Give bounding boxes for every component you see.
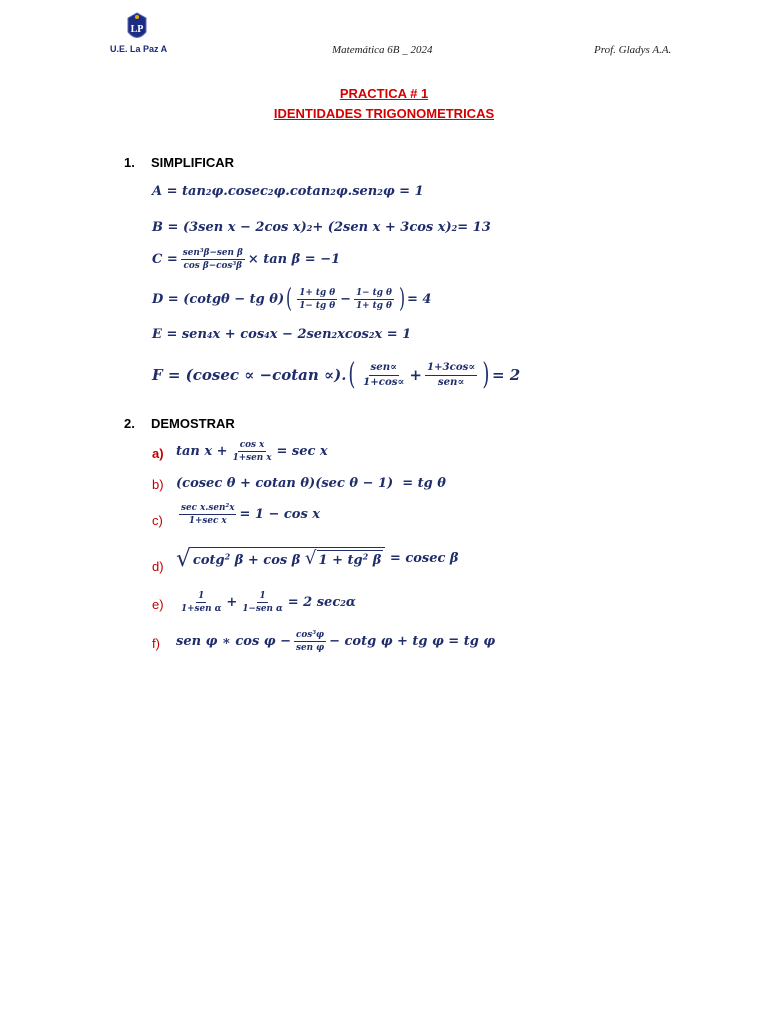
practice-title: PRACTICA # 1 <box>339 86 429 101</box>
equation-b: B = (3sen x − 2cos x) 2 + (2sen x + 3cos x) 2 = 13 <box>152 220 491 235</box>
course-label: Matemática 6B _ 2024 <box>332 44 433 56</box>
section-number: 2. <box>124 416 135 431</box>
equation-a: A = tan 2 φ.cosec 2 φ.cotan 2 φ.sen 2 φ = 1 <box>152 184 424 199</box>
school-name: U.E. La Paz A <box>110 44 168 54</box>
identity-f: sen φ ∗ cos φ − $\frac{\cos^3\varphi}{\text{sen φ}}$ − cotg φ + tg φ = tg φ <box>176 630 496 654</box>
square-root: √ cotg$^2$ β + cos β √ $1 + tg^2$ β <box>176 547 385 570</box>
item-label-b: b) <box>152 477 164 492</box>
item-label-d: d) <box>152 559 164 574</box>
identity-d: √ cotg$^2$ β + cos β √ $1 + tg^2$ β = cosec β <box>176 544 459 572</box>
identity-e: $\frac{1}{\text{1+sen α}}$ + $\frac{1}{\text{1−sen α}}$ = 2 sec 2 α <box>181 591 356 615</box>
equation-f: F = (cosec ∝ −cotan ∝). ( $\frac{\text{sen∝}}{1+\cos\propto}$ + $\frac{1+3\cos\propto}{\text{sen∝}}$ ) = 2 <box>152 357 521 393</box>
item-label-c: c) <box>152 513 163 528</box>
identity-a: tan x + $\frac{\text{cos x}}{\text{1+sen x}}$ = sec x <box>176 440 328 464</box>
logo-letters: LP <box>130 24 144 35</box>
equation-e: E = sen 4 x + cos 4 x − 2sen 2 xcos 2 x = 1 <box>152 327 412 342</box>
section-number: 1. <box>124 155 135 170</box>
identity-c: $\frac{\sec x.sen^2x}{\text{1+sec x}}$ = 1 − cos x <box>181 503 321 527</box>
section-simplificar <box>124 155 234 170</box>
item-label-e: e) <box>152 597 164 612</box>
identity-b: (cosec θ + cotan θ)(sec θ − 1) = tg θ <box>176 476 446 491</box>
equation-d: D = (cotgθ − tg θ) ( $\frac{\text{1+ tg θ}}{\text{1− tg θ}}$ − $\frac{\text{1− tg θ}}{\text{1+ tg θ}}$ ) = 4 <box>152 284 432 315</box>
topic-title: IDENTIDADES TRIGONOMETRICAS <box>273 106 495 121</box>
section-label: DEMOSTRAR <box>151 416 235 431</box>
section-label: SIMPLIFICAR <box>151 155 235 170</box>
item-label-a: a) <box>152 446 164 461</box>
school-crest-icon <box>124 12 150 44</box>
equation-c: C = $\frac{sen^3\beta-sen \beta}{\cos \beta-\cos^3\beta}$ × tan β = −1 <box>152 248 341 272</box>
section-demostrar <box>124 416 235 431</box>
teacher-label: Prof. Gladys A.A. <box>594 44 672 56</box>
item-label-f: f) <box>152 636 160 651</box>
